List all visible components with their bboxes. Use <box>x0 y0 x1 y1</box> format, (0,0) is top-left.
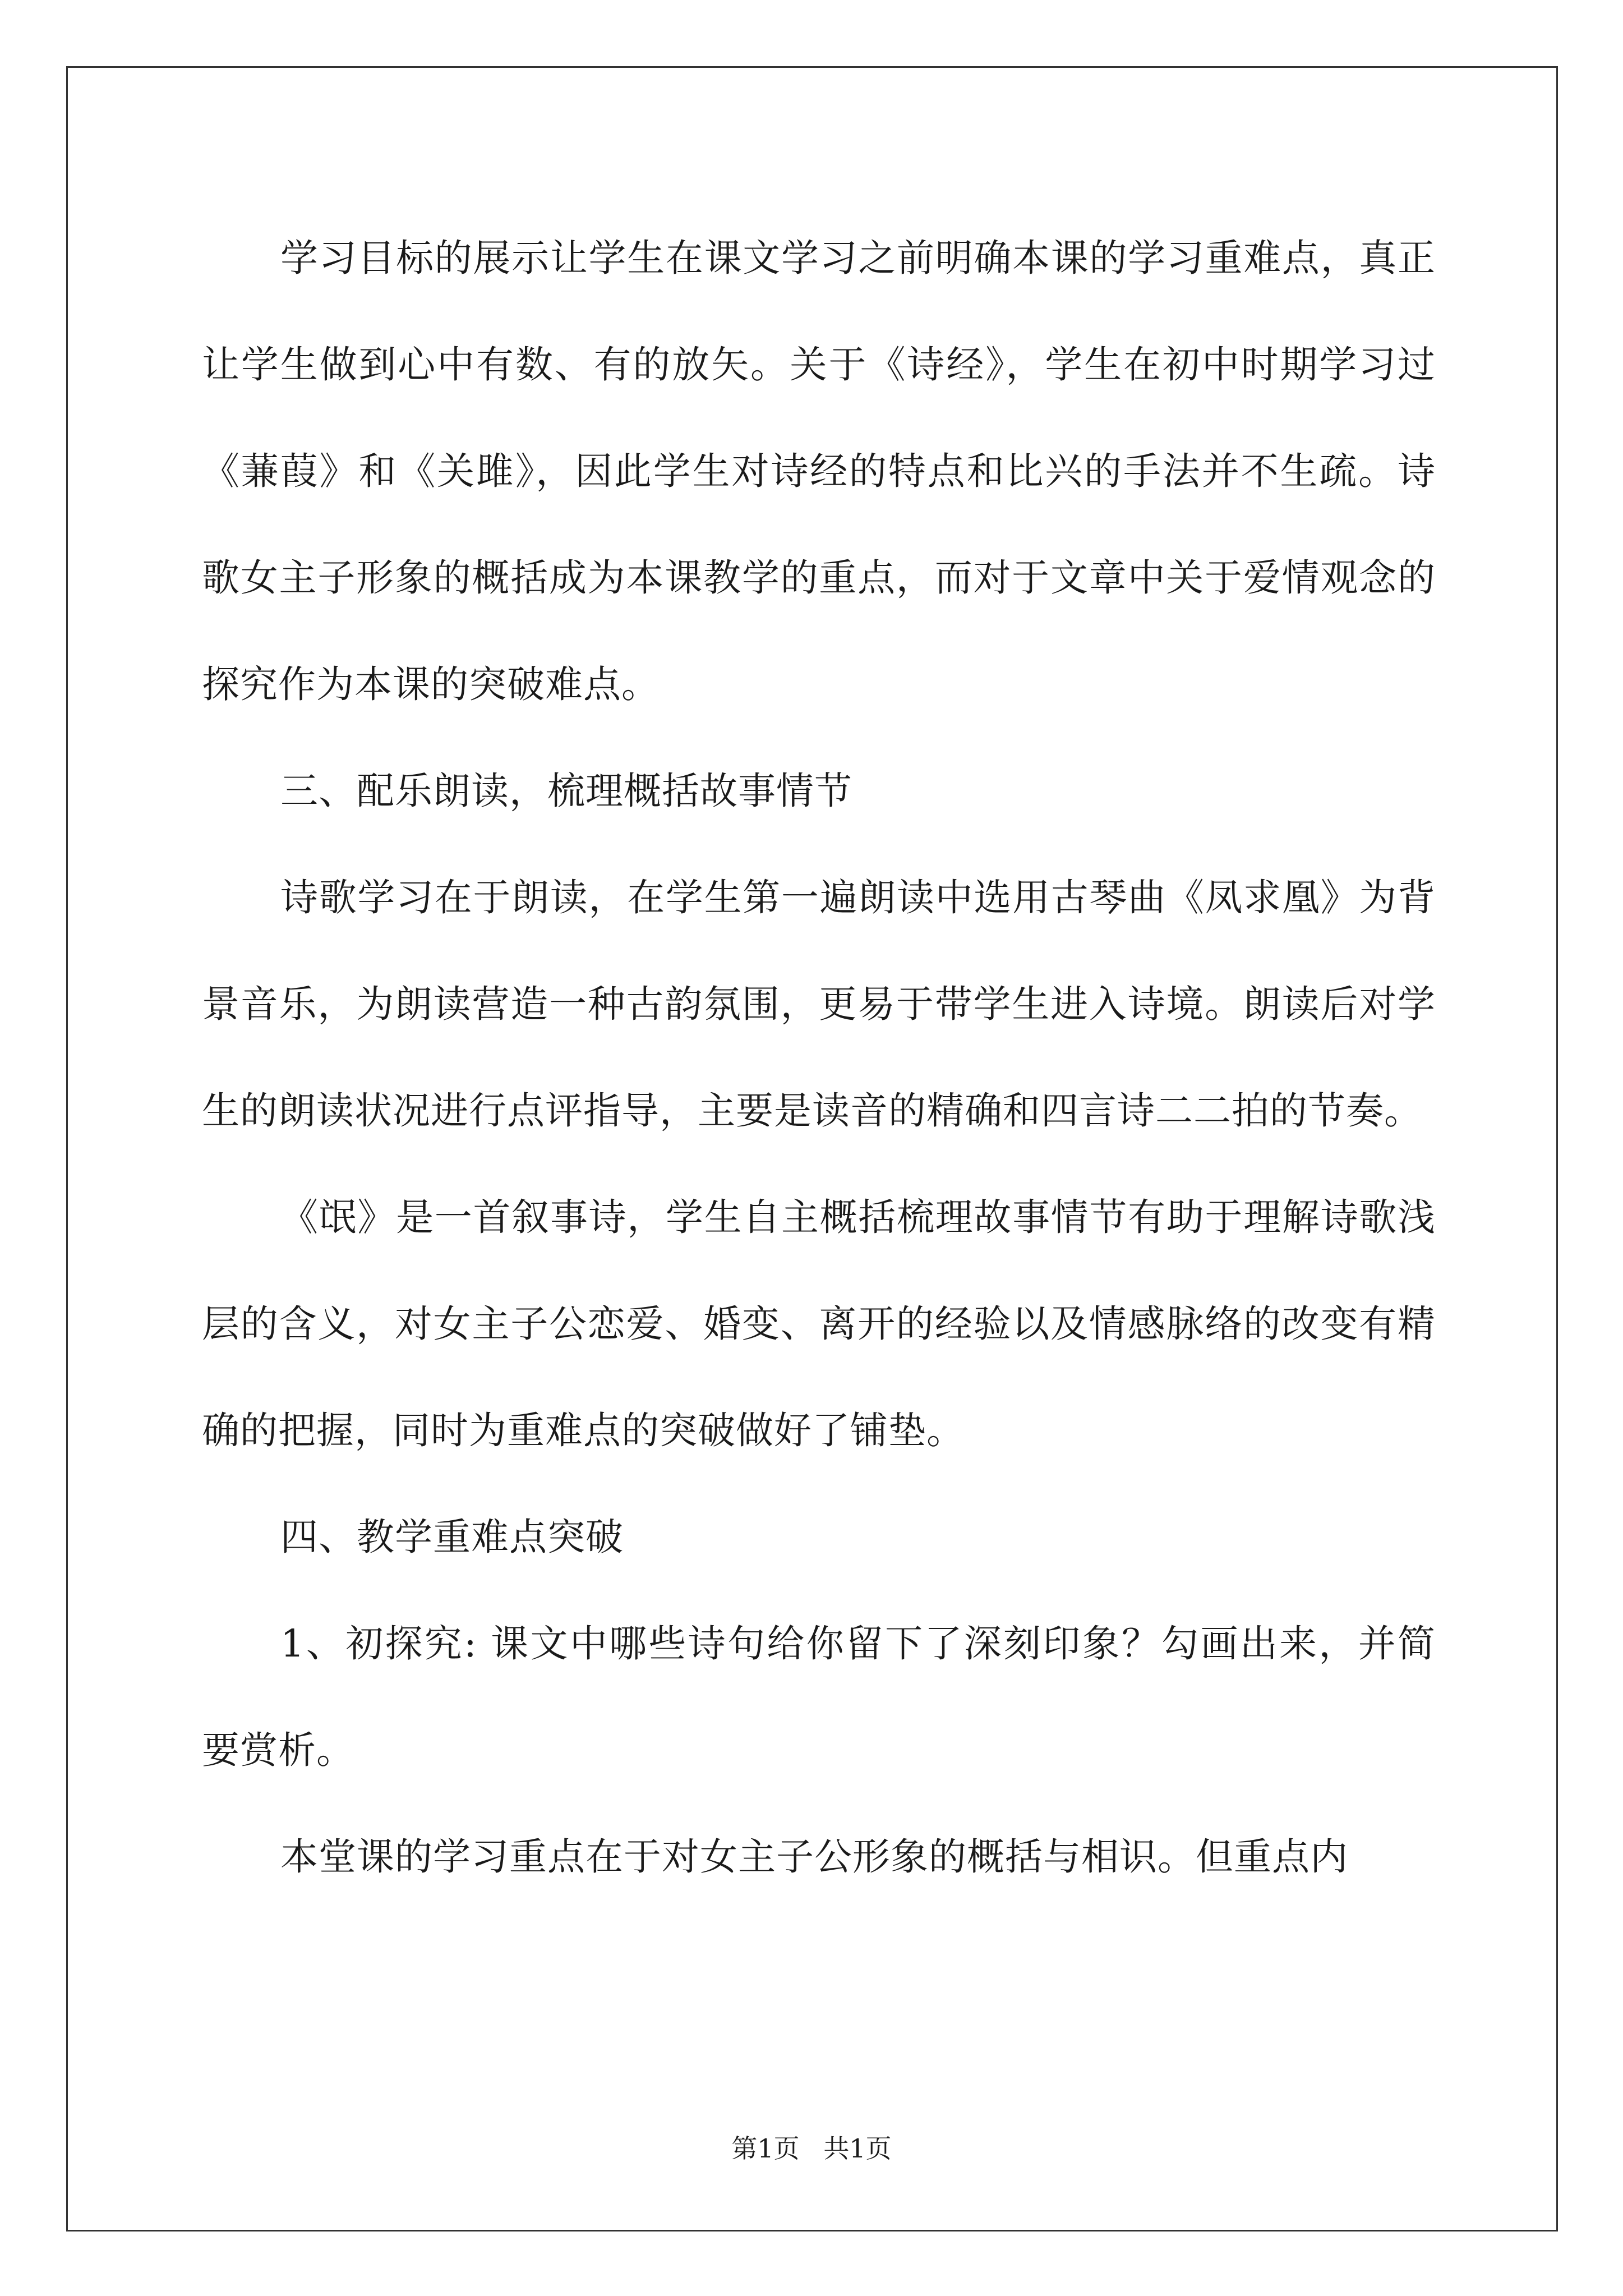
paragraph-learning-goals: 学习目标的展示让学生在课文学习之前明确本课的学习重难点，真正让学生做到心中有数、有的放矢。关于《诗经》，学生在初中时期学习过《蒹葭》和《关雎》，因此学生对诗经的特点和比兴的手法并不生疏。诗歌女主子形象的概括成为本课教学的重点，而对于文章中关于爱情观念的探究作为本课的突破难点。 <box>202 236 1436 706</box>
paragraph-reading: 诗歌学习在于朗读，在学生第一遍朗读中选用古琴曲《凤求凰》为背景音乐，为朗读营造一种古韵氛围，更易于带学生进入诗境。朗读后对学生的朗读状况进行点评指导，主要是读音的精确和四言诗二二拍的节奏。 <box>202 876 1436 1133</box>
document-body <box>202 205 1436 1910</box>
paragraph-narrative: 《氓》是一首叙事诗，学生自主概括梳理故事情节有助于理解诗歌浅层的含义，对女主子公恋爱、婚变、离开的经验以及情感脉络的改变有精确的把握，同时为重难点的突破做好了铺垫。 <box>202 1195 1436 1452</box>
section-heading-4: 四、教学重难点突破 <box>280 1515 624 1559</box>
page-number: 第1页 <box>731 2133 800 2164</box>
paragraph-question-1: 1、初探究: 课文中哪些诗句给你留下了深刻印象？勾画出来，并简要赏析。 <box>202 1622 1436 1772</box>
section-heading-3: 三、配乐朗读，梳理概括故事情节 <box>280 769 852 813</box>
paragraph-focus: 本堂课的学习重点在于对女主子公形象的概括与相识。但重点内 <box>280 1835 1348 1879</box>
page-total: 共1页 <box>823 2133 892 2164</box>
page-footer <box>0 2132 1623 2165</box>
